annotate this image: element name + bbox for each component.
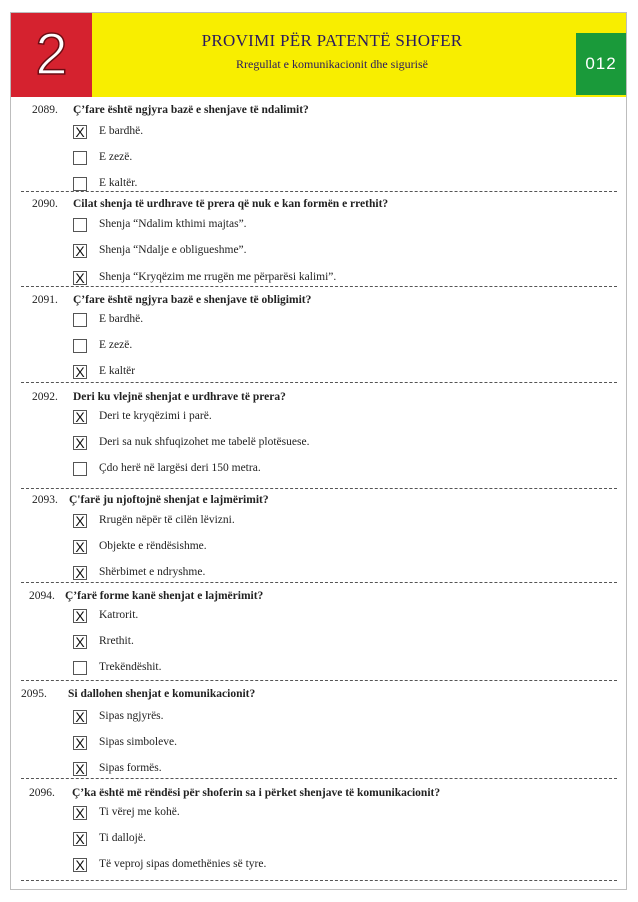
dashed-divider	[21, 286, 617, 287]
question-text: Ç’fare është ngjyra bazë e shenjave të obligimit?	[73, 294, 312, 306]
answer-checkbox[interactable]: X	[73, 436, 87, 450]
answer-text: Rrethit.	[99, 635, 134, 647]
answer-option[interactable]	[73, 365, 613, 383]
question-text: Ç’ka është më rëndësi për shoferin sa i përket shenjave të komunikacionit?	[72, 787, 441, 799]
answer-option[interactable]	[73, 177, 613, 195]
answer-option[interactable]	[73, 244, 613, 262]
question-number: 2096.	[29, 787, 55, 799]
answer-option[interactable]	[73, 832, 613, 850]
answer-checkbox[interactable]	[73, 218, 87, 232]
answer-option[interactable]	[73, 710, 613, 728]
answer-option[interactable]	[73, 635, 613, 653]
answer-text: Sipas formës.	[99, 762, 162, 774]
dashed-divider	[21, 778, 617, 779]
answer-checkbox[interactable]: X	[73, 762, 87, 776]
answer-text: Deri sa nuk shfuqizohet me tabelë plotësuese.	[99, 436, 310, 448]
answer-option[interactable]	[73, 313, 613, 331]
answer-checkbox[interactable]: X	[73, 736, 87, 750]
answer-checkbox[interactable]: X	[73, 514, 87, 528]
answer-checkbox[interactable]: X	[73, 271, 87, 285]
answer-checkbox[interactable]	[73, 661, 87, 675]
answer-checkbox[interactable]: X	[73, 635, 87, 649]
answer-option[interactable]	[73, 661, 613, 679]
answer-text: Shërbimet e ndryshme.	[99, 566, 206, 578]
answer-checkbox[interactable]: X	[73, 858, 87, 872]
section-number-box	[11, 13, 92, 97]
answer-text: Shenja “Ndalje e obligueshme”.	[99, 244, 247, 256]
answer-option[interactable]	[73, 540, 613, 558]
answer-text: Shenja “Ndalim kthimi majtas”.	[99, 218, 247, 230]
answer-option[interactable]	[73, 339, 613, 357]
question-text: Deri ku vlejnë shenjat e urdhrave të prera?	[73, 391, 286, 403]
dashed-divider	[21, 582, 617, 583]
answer-checkbox[interactable]: X	[73, 609, 87, 623]
page-subtitle: Rregullat e komunikacionit dhe sigurisë	[236, 57, 428, 71]
answer-text: Sipas ngjyrës.	[99, 710, 164, 722]
question-text: Ç’farë forme kanë shenjat e lajmërimit?	[65, 590, 264, 602]
answer-checkbox[interactable]: X	[73, 566, 87, 580]
answer-text: Trekëndëshit.	[99, 661, 162, 673]
page-title: PROVIMI PËR PATENTË SHOFER	[201, 31, 463, 50]
answer-checkbox[interactable]: X	[73, 410, 87, 424]
question-number: 2089.	[32, 104, 58, 116]
answer-text: E kaltër.	[99, 177, 138, 189]
answer-checkbox[interactable]: X	[73, 365, 87, 379]
answer-text: E kaltër	[99, 365, 136, 377]
answer-text: E zezë.	[99, 339, 133, 351]
answer-text: Çdo herë në largësi deri 150 metra.	[99, 462, 261, 474]
dashed-divider	[21, 880, 617, 881]
answer-option[interactable]	[73, 218, 613, 236]
answer-text: Deri te kryqëzimi i parë.	[99, 410, 212, 422]
answer-checkbox[interactable]: X	[73, 710, 87, 724]
question-number: 2091.	[32, 294, 58, 306]
answer-option[interactable]	[73, 410, 613, 428]
answer-option[interactable]	[73, 858, 613, 876]
answer-checkbox[interactable]	[73, 177, 87, 191]
question-number: 2093.	[32, 494, 58, 506]
answer-text: Katrorit.	[99, 609, 139, 621]
question-text: Si dallohen shenjat e komunikacionit?	[68, 688, 256, 700]
answer-text: E zezë.	[99, 151, 133, 163]
answer-option[interactable]	[73, 609, 613, 627]
question-text: Ç’fare është ngjyra bazë e shenjave të ndalimit?	[73, 104, 309, 116]
answer-option[interactable]	[73, 125, 613, 143]
answer-text: Objekte e rëndësishme.	[99, 540, 207, 552]
answer-option[interactable]	[73, 436, 613, 454]
answer-option[interactable]	[73, 514, 613, 532]
question-number: 2092.	[32, 391, 58, 403]
answer-checkbox[interactable]: X	[73, 806, 87, 820]
dashed-divider	[21, 191, 617, 192]
answer-text: Ti vërej me kohë.	[99, 806, 180, 818]
answer-option[interactable]	[73, 806, 613, 824]
answer-option[interactable]	[73, 736, 613, 754]
answer-text: E bardhë.	[99, 313, 144, 325]
answer-checkbox[interactable]: X	[73, 244, 87, 258]
question-text: Cilat shenja të urdhrave të prera që nuk e kan formën e rrethit?	[73, 198, 389, 210]
question-number: 2095.	[21, 688, 47, 700]
answer-text: Ti dallojë.	[99, 832, 146, 844]
answer-checkbox[interactable]	[73, 151, 87, 165]
question-number: 2090.	[32, 198, 58, 210]
answer-checkbox[interactable]: X	[73, 540, 87, 554]
page-code: 012	[576, 33, 626, 95]
answer-checkbox[interactable]: X	[73, 832, 87, 846]
dashed-divider	[21, 382, 617, 383]
answer-option[interactable]	[73, 462, 613, 480]
exam-page	[10, 12, 627, 890]
answer-text: Sipas simboleve.	[99, 736, 177, 748]
answer-text: Të veproj sipas domethënies së tyre.	[99, 858, 267, 870]
answer-text: Shenja “Kryqëzim me rrugën me përparësi kalimi”.	[99, 271, 337, 283]
section-number: 2	[35, 22, 68, 87]
answer-checkbox[interactable]	[73, 462, 87, 476]
page-header	[11, 13, 626, 97]
answer-option[interactable]	[73, 151, 613, 169]
answer-checkbox[interactable]	[73, 313, 87, 327]
question-number: 2094.	[29, 590, 55, 602]
dashed-divider	[21, 680, 617, 681]
dashed-divider	[21, 488, 617, 489]
answer-text: E bardhë.	[99, 125, 144, 137]
answer-checkbox[interactable]	[73, 339, 87, 353]
answer-text: Rrugën nëpër të cilën lëvizni.	[99, 514, 235, 526]
question-text: Ç'farë ju njoftojnë shenjat e lajmërimit?	[69, 494, 269, 506]
answer-checkbox[interactable]: X	[73, 125, 87, 139]
